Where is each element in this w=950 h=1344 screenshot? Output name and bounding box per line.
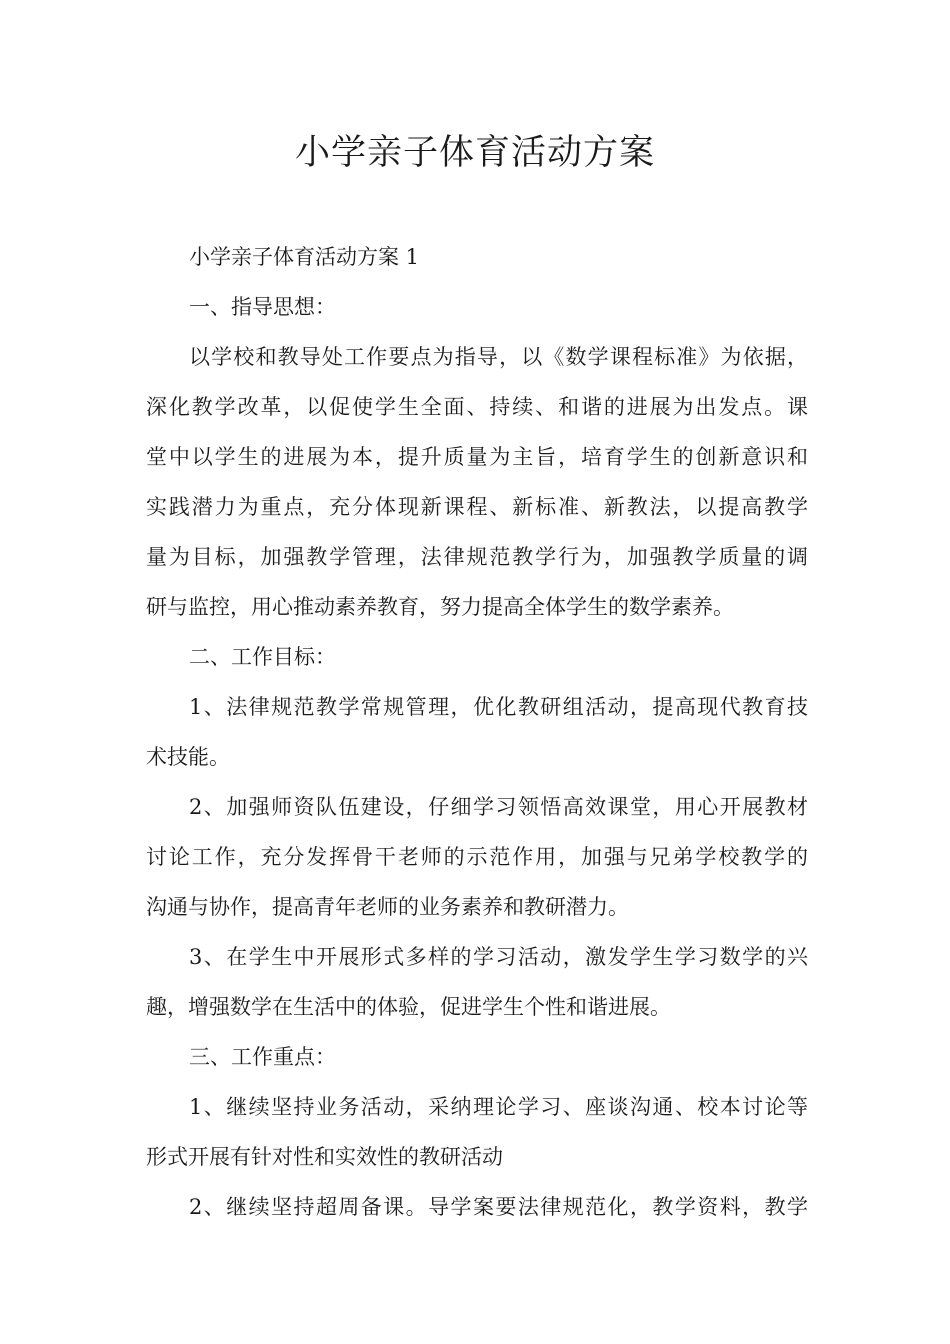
document-title: 小学亲子体育活动方案 xyxy=(294,133,655,173)
paragraph-line: 术技能。 xyxy=(146,745,230,769)
document-body xyxy=(146,232,808,1232)
paragraph-line: 沟通与协作，提高青年老师的业务素养和教研潜力。 xyxy=(146,895,629,919)
paragraph-line: 实践潜力为重点，充分体现新课程、新标准、新教法，以提高教学 xyxy=(146,495,808,519)
section-heading: 一、指导思想： xyxy=(189,295,336,319)
section-heading: 三、工作重点： xyxy=(189,1045,336,1069)
section-heading: 小学亲子体育活动方案 1 xyxy=(189,245,420,269)
paragraph-line: 以学校和教导处工作要点为指导，以《数学课程标准》为依据， xyxy=(189,345,808,369)
paragraph-line: 讨论工作，充分发挥骨干老师的示范作用，加强与兄弟学校教学的 xyxy=(146,845,808,869)
paragraph-line: 量为目标，加强教学管理，法律规范教学行为，加强教学质量的调 xyxy=(146,545,808,569)
paragraph-line: 深化教学改革，以促使学生全面、持续、和谐的进展为出发点。课 xyxy=(146,395,808,419)
paragraph-line: 3、在学生中开展形式多样的学习活动，激发学生学习数学的兴 xyxy=(189,945,808,969)
paragraph-line: 形式开展有针对性和实效性的教研活动 xyxy=(146,1145,503,1169)
paragraph-line: 2、继续坚持超周备课。导学案要法律规范化，教学资料，教学 xyxy=(189,1195,808,1219)
paragraph-line: 1、法律规范教学常规管理，优化教研组活动，提高现代教育技 xyxy=(189,695,808,719)
paragraph-line: 2、加强师资队伍建设，仔细学习领悟高效课堂，用心开展教材 xyxy=(189,795,808,819)
section-heading: 二、工作目标： xyxy=(189,645,336,669)
paragraph-line: 趣，增强数学在生活中的体验，促进学生个性和谐进展。 xyxy=(146,995,671,1019)
paragraph-line: 1、继续坚持业务活动，采纳理论学习、座谈沟通、校本讨论等 xyxy=(189,1095,808,1119)
paragraph-line: 堂中以学生的进展为本，提升质量为主旨，培育学生的创新意识和 xyxy=(146,445,808,469)
paragraph-line: 研与监控，用心推动素养教育，努力提高全体学生的数学素养。 xyxy=(146,595,734,619)
